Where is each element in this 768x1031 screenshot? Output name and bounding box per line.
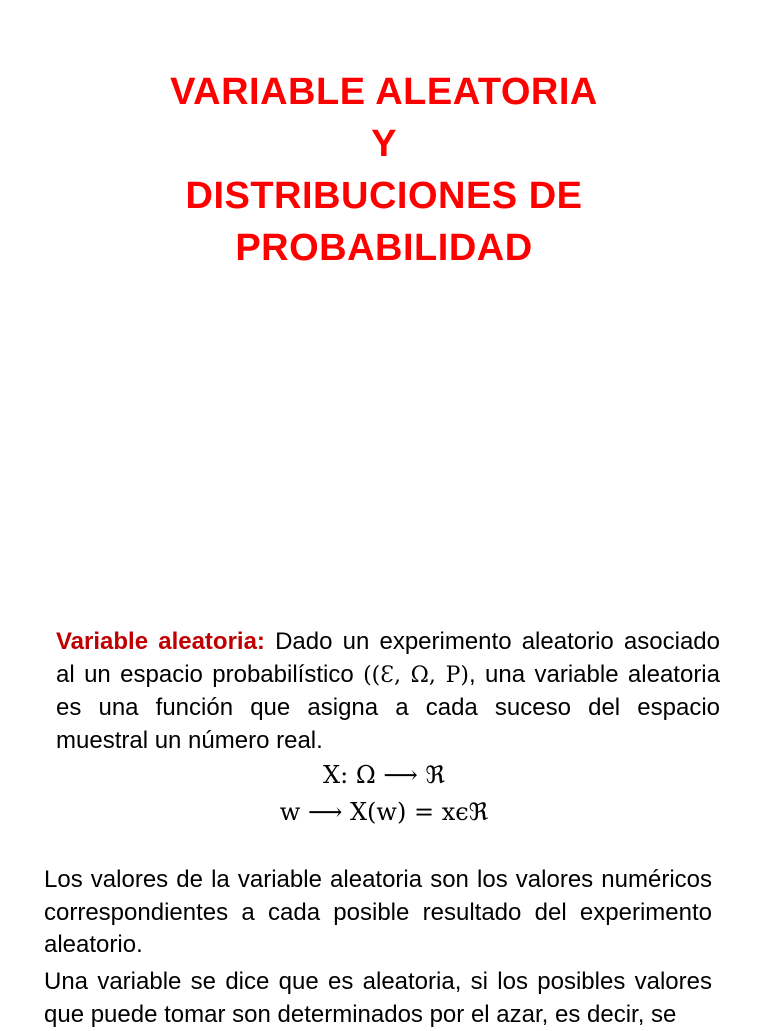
title-line-2: Y	[371, 123, 397, 165]
definition-text-before: Dado un experimento aleatorio asociado al un espacio probabilístico	[56, 628, 720, 688]
formula-value-line: w ⟶ X(w) = xϵℜ	[279, 798, 489, 826]
title-line-1: VARIABLE ALEATORIA	[170, 71, 598, 113]
paragraph-randomness: Una variable se dice que es aleatoria, si los posibles valores que puede tomar son determinados por el azar, es decir, se	[44, 968, 712, 1028]
formula-mapping-line: X: Ω ⟶ ℜ	[323, 761, 445, 789]
definition-text-after: , una variable aleatoria es una función que asigna a cada suceso del espacio muestral un número real.	[56, 660, 720, 754]
definition-paragraph	[56, 626, 720, 757]
definition-term: Variable aleatoria:	[56, 628, 265, 655]
paragraph-values: Los valores de la variable aleatoria son los valores numéricos correspondientes a cada posible resultado del experimento aleatorio.	[44, 866, 712, 958]
probability-space-notation: ((Ɛ, Ω, P)	[363, 662, 469, 688]
title-line-3: DISTRIBUCIONES DE	[185, 175, 583, 217]
title-line-4: PROBABILIDAD	[235, 227, 533, 269]
document-title	[0, 66, 768, 274]
